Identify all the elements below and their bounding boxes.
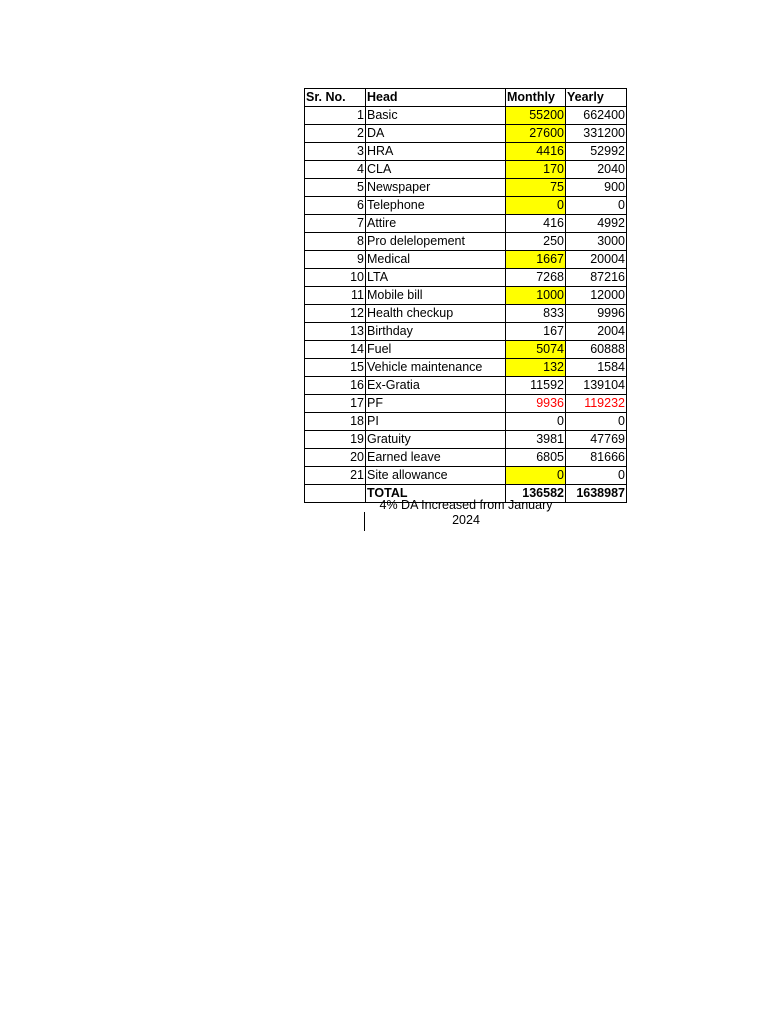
sr-cell[interactable]: 8 [305, 233, 366, 251]
sr-cell[interactable]: 14 [305, 341, 366, 359]
monthly-cell[interactable]: 0 [506, 413, 566, 431]
sr-cell[interactable]: 2 [305, 125, 366, 143]
monthly-cell[interactable]: 0 [506, 467, 566, 485]
table-row [305, 143, 627, 161]
yearly-cell[interactable]: 12000 [566, 287, 627, 305]
salary-sheet [304, 88, 627, 503]
table-row [305, 107, 627, 125]
sr-cell[interactable]: 15 [305, 359, 366, 377]
table-row [305, 125, 627, 143]
head-cell[interactable]: Birthday [366, 323, 506, 341]
sr-cell[interactable]: 21 [305, 467, 366, 485]
yearly-cell[interactable]: 139104 [566, 377, 627, 395]
table-row [305, 305, 627, 323]
table-row [305, 287, 627, 305]
total-label-cell[interactable]: TOTAL [366, 485, 506, 503]
table-row [305, 449, 627, 467]
yearly-cell[interactable]: 2004 [566, 323, 627, 341]
sr-cell[interactable]: 6 [305, 197, 366, 215]
monthly-cell[interactable]: 1000 [506, 287, 566, 305]
sr-cell[interactable]: 5 [305, 179, 366, 197]
yearly-cell[interactable]: 3000 [566, 233, 627, 251]
monthly-cell[interactable]: 0 [506, 197, 566, 215]
sr-cell[interactable]: 19 [305, 431, 366, 449]
sr-cell[interactable]: 20 [305, 449, 366, 467]
table-row [305, 161, 627, 179]
table-row [305, 467, 627, 485]
monthly-cell[interactable]: 416 [506, 215, 566, 233]
head-cell[interactable]: Mobile bill [366, 287, 506, 305]
table-row [305, 431, 627, 449]
yearly-cell[interactable]: 0 [566, 197, 627, 215]
head-cell[interactable]: Gratuity [366, 431, 506, 449]
yearly-cell[interactable]: 52992 [566, 143, 627, 161]
monthly-cell[interactable]: 55200 [506, 107, 566, 125]
sr-cell[interactable]: 1 [305, 107, 366, 125]
table-row [305, 233, 627, 251]
monthly-cell[interactable]: 5074 [506, 341, 566, 359]
head-cell[interactable]: Vehicle maintenance [366, 359, 506, 377]
monthly-cell[interactable]: 833 [506, 305, 566, 323]
monthly-cell[interactable]: 6805 [506, 449, 566, 467]
sr-cell[interactable]: 10 [305, 269, 366, 287]
sr-cell[interactable]: 18 [305, 413, 366, 431]
head-cell[interactable]: Ex-Gratia [366, 377, 506, 395]
sr-cell[interactable]: 12 [305, 305, 366, 323]
monthly-cell[interactable]: 132 [506, 359, 566, 377]
yearly-cell[interactable]: 119232 [566, 395, 627, 413]
head-cell[interactable]: Basic [366, 107, 506, 125]
monthly-cell[interactable]: 250 [506, 233, 566, 251]
table-row [305, 215, 627, 233]
yearly-cell[interactable]: 0 [566, 413, 627, 431]
table-row [305, 395, 627, 413]
table-row [305, 359, 627, 377]
header-monthly[interactable]: Monthly [506, 89, 566, 107]
header-yearly[interactable]: Yearly [566, 89, 627, 107]
head-cell[interactable]: HRA [366, 143, 506, 161]
yearly-cell[interactable]: 900 [566, 179, 627, 197]
monthly-cell[interactable]: 3981 [506, 431, 566, 449]
total-yearly-cell[interactable]: 1638987 [566, 485, 627, 503]
header-sr-no[interactable]: Sr. No. [305, 89, 366, 107]
da-note[interactable] [366, 498, 566, 528]
table-row [305, 269, 627, 287]
table-row [305, 323, 627, 341]
table-row [305, 251, 627, 269]
monthly-cell[interactable]: 167 [506, 323, 566, 341]
head-cell[interactable]: PF [366, 395, 506, 413]
yearly-cell[interactable]: 331200 [566, 125, 627, 143]
sr-cell[interactable]: 11 [305, 287, 366, 305]
table-row [305, 197, 627, 215]
head-cell[interactable]: Attire [366, 215, 506, 233]
yearly-cell[interactable]: 47769 [566, 431, 627, 449]
monthly-cell[interactable]: 7268 [506, 269, 566, 287]
yearly-cell[interactable]: 4992 [566, 215, 627, 233]
monthly-cell[interactable]: 27600 [506, 125, 566, 143]
salary-table [304, 88, 627, 503]
sr-cell[interactable]: 17 [305, 395, 366, 413]
yearly-cell[interactable]: 2040 [566, 161, 627, 179]
da-note-line1: 4% DA Increased from January [379, 498, 553, 512]
da-note-line2: 2024 [452, 513, 480, 527]
table-row [305, 377, 627, 395]
sr-cell[interactable]: 13 [305, 323, 366, 341]
sr-cell[interactable]: 4 [305, 161, 366, 179]
monthly-cell[interactable]: 4416 [506, 143, 566, 161]
table-row [305, 413, 627, 431]
head-cell[interactable]: DA [366, 125, 506, 143]
yearly-cell[interactable]: 87216 [566, 269, 627, 287]
monthly-cell[interactable]: 1667 [506, 251, 566, 269]
yearly-cell[interactable]: 1584 [566, 359, 627, 377]
yearly-cell[interactable]: 20004 [566, 251, 627, 269]
total-sr-cell[interactable] [305, 485, 366, 503]
sr-cell[interactable]: 9 [305, 251, 366, 269]
head-cell[interactable]: Fuel [366, 341, 506, 359]
table-row [305, 179, 627, 197]
table-row [305, 341, 627, 359]
head-cell[interactable]: CLA [366, 161, 506, 179]
yearly-cell[interactable]: 81666 [566, 449, 627, 467]
head-cell[interactable]: Telephone [366, 197, 506, 215]
yearly-cell[interactable]: 9996 [566, 305, 627, 323]
sr-cell[interactable]: 7 [305, 215, 366, 233]
head-cell[interactable]: Pro delelopement [366, 233, 506, 251]
monthly-cell[interactable]: 170 [506, 161, 566, 179]
head-cell[interactable]: LTA [366, 269, 506, 287]
head-cell[interactable]: Earned leave [366, 449, 506, 467]
total-monthly-cell[interactable]: 136582 [506, 485, 566, 503]
monthly-cell[interactable]: 11592 [506, 377, 566, 395]
yearly-cell[interactable]: 662400 [566, 107, 627, 125]
header-row [305, 89, 627, 107]
header-head[interactable]: Head [366, 89, 506, 107]
yearly-cell[interactable]: 60888 [566, 341, 627, 359]
sr-cell[interactable]: 16 [305, 377, 366, 395]
yearly-cell[interactable]: 0 [566, 467, 627, 485]
head-cell[interactable]: Medical [366, 251, 506, 269]
head-cell[interactable]: PI [366, 413, 506, 431]
head-cell[interactable]: Newspaper [366, 179, 506, 197]
note-border-line [364, 512, 365, 531]
head-cell[interactable]: Health checkup [366, 305, 506, 323]
sr-cell[interactable]: 3 [305, 143, 366, 161]
monthly-cell[interactable]: 9936 [506, 395, 566, 413]
head-cell[interactable]: Site allowance [366, 467, 506, 485]
monthly-cell[interactable]: 75 [506, 179, 566, 197]
